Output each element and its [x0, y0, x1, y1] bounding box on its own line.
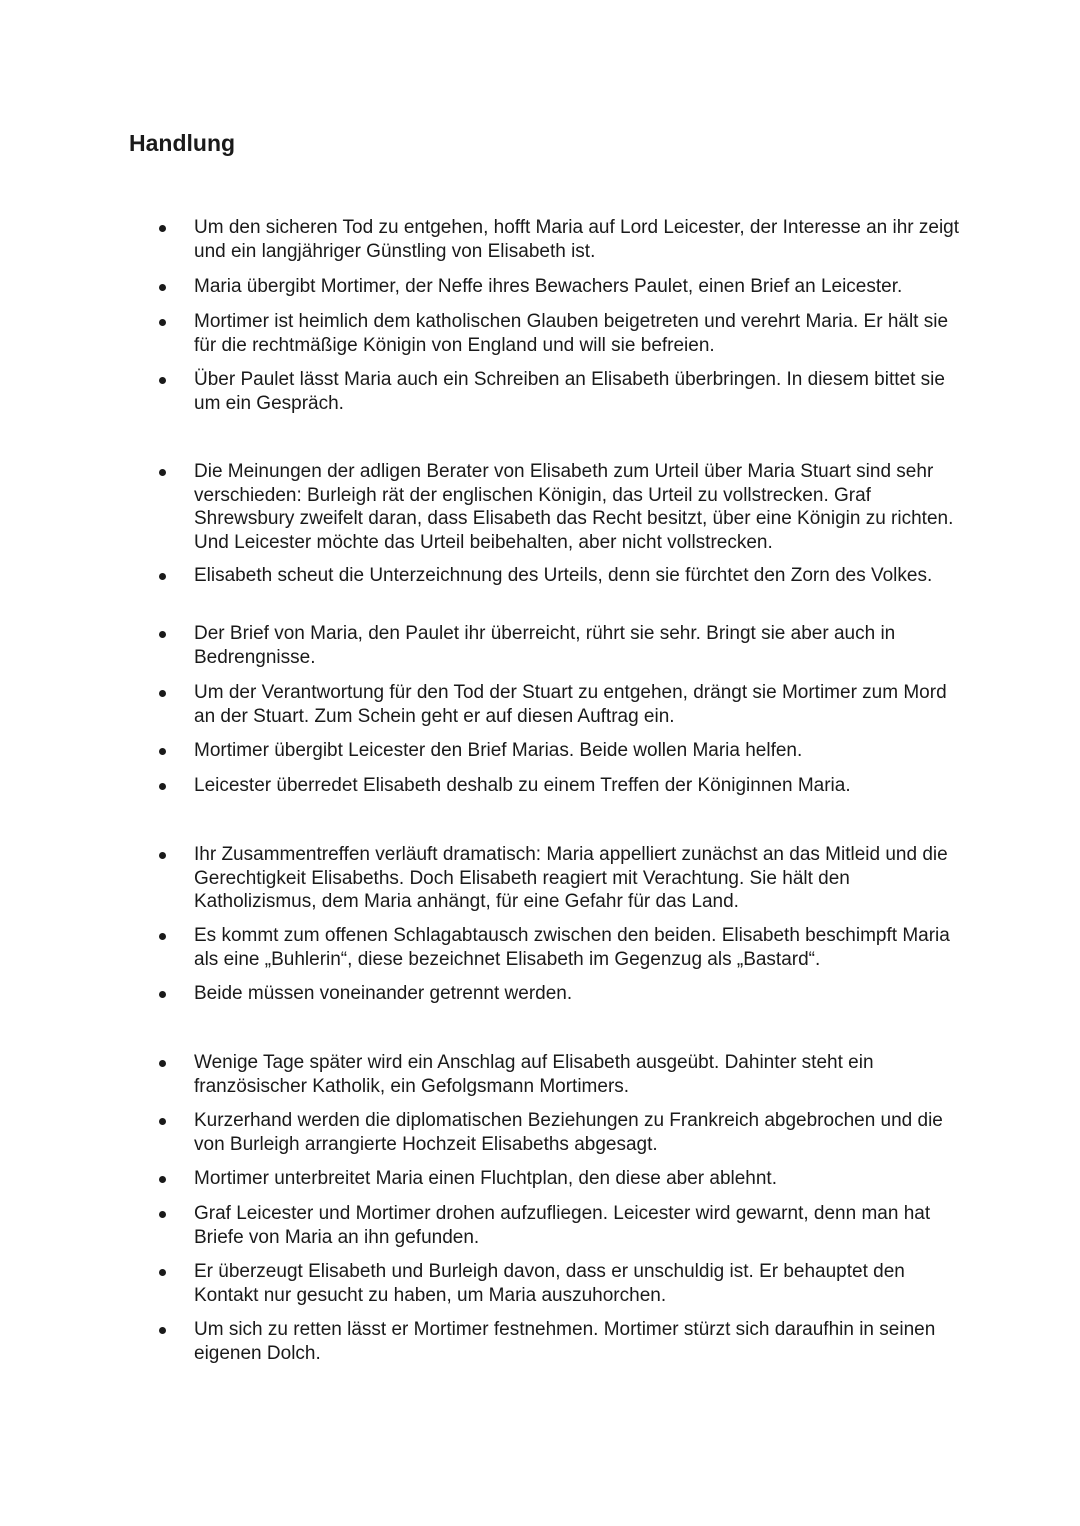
bullet-icon: [159, 1060, 166, 1067]
list-item-text: Der Brief von Maria, den Paulet ihr überreicht, rührt sie sehr. Bringt sie aber auch in Bedrengnisse.: [194, 623, 896, 668]
list-item-text: Um der Verantwortung für den Tod der Stuart zu entgehen, drängt sie Mortimer zum Mord an der Stuart. Zum Schein geht er auf diesen Auftrag ein.: [194, 682, 947, 727]
bullet-icon: [159, 852, 166, 859]
bullet-icon: [159, 1211, 166, 1218]
bullet-icon: [159, 748, 166, 755]
list-item: [194, 275, 964, 299]
list-item-text: Ihr Zusammentreffen verläuft dramatisch: Maria appelliert zunächst an das Mitleid und die Gerechtigkeit Elisabeths. Doch Elisabeth reagiert mit Verachtung. Sie hält den Katholizismus, dem Maria anhängt, für eine Gefahr für das Land.: [194, 844, 948, 913]
bullet-icon: [159, 469, 166, 476]
bullet-icon: [159, 225, 166, 232]
bullet-icon: [159, 1327, 166, 1334]
page-title: Handlung: [129, 130, 236, 156]
bullet-icon: [159, 1176, 166, 1183]
list-item: [194, 924, 964, 971]
list-item: [194, 774, 964, 798]
list-item: [194, 1202, 964, 1249]
list-item: [194, 739, 964, 763]
bullet-icon: [159, 933, 166, 940]
bullet-icon: [159, 377, 166, 384]
list-item: [194, 622, 964, 669]
list-item: [194, 1051, 964, 1098]
bullet-icon: [159, 783, 166, 790]
list-item-text: Leicester überredet Elisabeth deshalb zu einem Treffen der Königinnen Maria.: [194, 775, 851, 796]
list-item-text: Mortimer ist heimlich dem katholischen Glauben beigetreten und verehrt Maria. Er hält sie für die rechtmäßige Königin von England und will sie befreien.: [194, 311, 949, 356]
list-item-text: Um sich zu retten lässt er Mortimer festnehmen. Mortimer stürzt sich daraufhin in seinen eigenen Dolch.: [194, 1319, 936, 1364]
list-item: [194, 982, 964, 1006]
bullet-icon: [159, 284, 166, 291]
list-item-text: Es kommt zum offenen Schlagabtausch zwischen den beiden. Elisabeth beschimpft Maria als eine „Buhlerin“, diese bezeichnet Elisabeth im Gegenzug als „Bastard“.: [194, 925, 950, 970]
list-item: [194, 681, 964, 728]
list-item: [194, 1318, 964, 1365]
list-item: [194, 1260, 964, 1307]
bullet-icon: [159, 1269, 166, 1276]
list-item: [194, 843, 964, 914]
list-item-text: Elisabeth scheut die Unterzeichnung des Urteils, denn sie fürchtet den Zorn des Volkes.: [194, 565, 933, 586]
list-item: [194, 1167, 964, 1191]
list-item: [194, 368, 964, 415]
list-item-text: Über Paulet lässt Maria auch ein Schreiben an Elisabeth überbringen. In diesem bittet sie um ein Gespräch.: [194, 369, 945, 414]
list-item-text: Um den sicheren Tod zu entgehen, hofft Maria auf Lord Leicester, der Interesse an ihr zeigt und ein langjähriger Günstling von Elisabeth ist.: [194, 217, 960, 262]
list-item-text: Graf Leicester und Mortimer drohen aufzufliegen. Leicester wird gewarnt, denn man hat Briefe von Maria an ihn gefunden.: [194, 1203, 931, 1248]
bullet-icon: [159, 631, 166, 638]
list-item: [194, 310, 964, 357]
list-item-text: Mortimer übergibt Leicester den Brief Marias. Beide wollen Maria helfen.: [194, 740, 803, 761]
list-item-text: Kurzerhand werden die diplomatischen Beziehungen zu Frankreich abgebrochen und die von Burleigh arrangierte Hochzeit Elisabeths abgesagt.: [194, 1110, 943, 1155]
list-item: [194, 564, 964, 588]
list-item: [194, 216, 964, 263]
bullet-icon: [159, 319, 166, 326]
list-item: [194, 1109, 964, 1156]
list-item-text: Er überzeugt Elisabeth und Burleigh davon, dass er unschuldig ist. Er behauptet den Kontakt nur gesucht zu haben, um Maria auszuhorchen.: [194, 1261, 905, 1306]
list-item: [194, 460, 964, 554]
list-item-text: Wenige Tage später wird ein Anschlag auf Elisabeth ausgeübt. Dahinter steht ein französischer Katholik, ein Gefolgsmann Mortimers.: [194, 1052, 874, 1097]
bullet-icon: [159, 690, 166, 697]
list-item-text: Maria übergibt Mortimer, der Neffe ihres Bewachers Paulet, einen Brief an Leicester.: [194, 276, 903, 297]
list-item-text: Die Meinungen der adligen Berater von Elisabeth zum Urteil über Maria Stuart sind sehr verschieden: Burleigh rät der englischen Königin, das Urteil zu vollstrecken. Graf Shrewsbury zweifelt daran, dass Elisabeth das Recht besitzt, über eine Königin zu richten. Und Leicester möchte das Urteil beibehalten, aber nicht vollstrecken.: [194, 461, 954, 553]
bullet-icon: [159, 573, 166, 580]
list-item-text: Mortimer unterbreitet Maria einen Fluchtplan, den diese aber ablehnt.: [194, 1168, 777, 1189]
bullet-icon: [159, 991, 166, 998]
list-item-text: Beide müssen voneinander getrennt werden.: [194, 983, 573, 1004]
bullet-icon: [159, 1118, 166, 1125]
